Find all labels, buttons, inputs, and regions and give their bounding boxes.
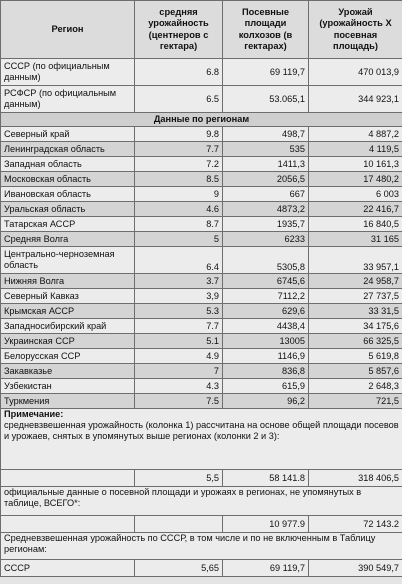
harvest-value: 22 416,7	[309, 202, 402, 217]
region-name: Крымская АССР	[1, 304, 135, 319]
band-title: Данные по регионам	[1, 113, 402, 127]
harvest-value: 24 958,7	[309, 274, 402, 289]
region-name: Северный Кавказ	[1, 289, 135, 304]
table-row	[1, 157, 402, 172]
harvest-value: 470 013,9	[309, 59, 402, 86]
yield-value: 9	[135, 187, 223, 202]
yield-value: 5.1	[135, 334, 223, 349]
area-value: 6745,6	[223, 274, 309, 289]
region-name: Северный край	[1, 127, 135, 142]
region-name: Московская область	[1, 172, 135, 187]
yield-value: 5.3	[135, 304, 223, 319]
yield-value: 7.7	[135, 319, 223, 334]
region-name: Ленинградская область	[1, 142, 135, 157]
region-name: Татарская АССР	[1, 217, 135, 232]
region-name: Нижняя Волга	[1, 274, 135, 289]
table-row-rsfsr	[1, 86, 402, 113]
table-row	[1, 202, 402, 217]
table-row	[1, 394, 402, 409]
table-row-ussr	[1, 59, 402, 86]
note-text-2: официальные данные о посевной площади и урожаях в регионах, не упомянутых в таблице, ВСЕГО*:	[1, 487, 402, 516]
header-harvest: Урожай (урожайность X посевная площадь)	[309, 1, 402, 59]
area-value: 615,9	[223, 379, 309, 394]
yield-value: 7.5	[135, 394, 223, 409]
yield-value: 9.8	[135, 127, 223, 142]
area-value: 96,2	[223, 394, 309, 409]
note-row-1	[1, 409, 402, 470]
yield-value: 6.8	[135, 59, 223, 86]
table-row	[1, 304, 402, 319]
yield-value: 5	[135, 232, 223, 247]
harvest-value: 33 31,5	[309, 304, 402, 319]
region-name: Туркмения	[1, 394, 135, 409]
yield-value: 3,9	[135, 289, 223, 304]
harvest-value: 4 119,5	[309, 142, 402, 157]
region-name: Средняя Волга	[1, 232, 135, 247]
sum-row-2-empty-b	[135, 516, 223, 533]
yield-value: 4.9	[135, 349, 223, 364]
yield-value: 4.3	[135, 379, 223, 394]
harvest-value: 33 957,1	[309, 247, 402, 274]
harvest-value: 5 857,6	[309, 364, 402, 379]
area-value: 836,8	[223, 364, 309, 379]
area-value: 1146,9	[223, 349, 309, 364]
region-name: Украинская ССР	[1, 334, 135, 349]
harvest-value: 17 480,2	[309, 172, 402, 187]
note-text-3: Средневзвешенная урожайность по СССР, в том числе и по не включенным в Таблицу регионам:	[1, 533, 402, 560]
sum-row-2	[1, 516, 402, 533]
harvest-value: 66 325,5	[309, 334, 402, 349]
table-row	[1, 247, 402, 274]
sum1-harvest: 318 406,5	[309, 470, 402, 487]
area-value: 53.065,1	[223, 86, 309, 113]
table-row	[1, 127, 402, 142]
area-value: 4873,2	[223, 202, 309, 217]
note-cell-1	[1, 409, 402, 470]
area-value: 7112,2	[223, 289, 309, 304]
yield-value: 8.5	[135, 172, 223, 187]
yield-value: 6.5	[135, 86, 223, 113]
note-text-1: средневзвешенная урожайность (колонка 1) рассчитана на основе общей площади посевов и урожаев, снятых в упомянутых выше регионах (колонки 2 и 3):	[4, 420, 399, 441]
table-row	[1, 232, 402, 247]
final-harvest: 390 549,7	[309, 560, 402, 577]
area-value: 2056,5	[223, 172, 309, 187]
region-name: Ивановская область	[1, 187, 135, 202]
table-row	[1, 172, 402, 187]
area-value: 6233	[223, 232, 309, 247]
area-value: 535	[223, 142, 309, 157]
harvest-value: 721,5	[309, 394, 402, 409]
area-value: 5305,8	[223, 247, 309, 274]
table-row	[1, 334, 402, 349]
yield-value: 4.6	[135, 202, 223, 217]
sum-row-1	[1, 470, 402, 487]
table-row	[1, 364, 402, 379]
band-row	[1, 113, 402, 127]
yield-value: 7.2	[135, 157, 223, 172]
final-yield: 5,65	[135, 560, 223, 577]
header-region: Регион	[1, 1, 135, 59]
sum2-area: 10 977.9	[223, 516, 309, 533]
harvest-value: 6 003	[309, 187, 402, 202]
harvest-value: 2 648,3	[309, 379, 402, 394]
table-row	[1, 142, 402, 157]
yield-value: 3.7	[135, 274, 223, 289]
harvest-value: 16 840,5	[309, 217, 402, 232]
yield-value: 7	[135, 364, 223, 379]
area-value: 498,7	[223, 127, 309, 142]
sum-row-2-empty-a	[1, 516, 135, 533]
sum1-yield: 5,5	[135, 470, 223, 487]
note-title: Примечание:	[4, 409, 64, 419]
region-name: Центрально-черноземная область	[1, 247, 135, 274]
yield-value: 7.7	[135, 142, 223, 157]
yield-value: 6.4	[135, 247, 223, 274]
note-row-3	[1, 533, 402, 560]
table-row	[1, 187, 402, 202]
region-name: Закавказье	[1, 364, 135, 379]
area-value: 1411,3	[223, 157, 309, 172]
region-name: РСФСР (по официальным данным)	[1, 86, 135, 113]
region-name: Уральская область	[1, 202, 135, 217]
region-name: СССР (по официальным данным)	[1, 59, 135, 86]
yield-value: 8.7	[135, 217, 223, 232]
note-row-2	[1, 487, 402, 516]
table-row	[1, 319, 402, 334]
region-name: Узбекистан	[1, 379, 135, 394]
area-value: 1935,7	[223, 217, 309, 232]
final-name: СССР	[1, 560, 135, 577]
sum1-area: 58 141.8	[223, 470, 309, 487]
harvest-value: 31 165	[309, 232, 402, 247]
area-value: 69 119,7	[223, 59, 309, 86]
area-value: 667	[223, 187, 309, 202]
header-yield: средняя урожайность (центнеров с гектара)	[135, 1, 223, 59]
area-value: 629,6	[223, 304, 309, 319]
header-area: Посевные площади колхозов (в гектарах)	[223, 1, 309, 59]
harvest-value: 5 619,8	[309, 349, 402, 364]
area-value: 4438,4	[223, 319, 309, 334]
final-row	[1, 560, 402, 577]
harvest-value: 10 161,3	[309, 157, 402, 172]
harvest-value: 27 737,5	[309, 289, 402, 304]
final-area: 69 119,7	[223, 560, 309, 577]
harvest-value: 34 175,6	[309, 319, 402, 334]
table-row	[1, 379, 402, 394]
header-row	[1, 1, 402, 59]
harvest-value: 4 887,2	[309, 127, 402, 142]
table-row	[1, 349, 402, 364]
region-name: Западносибирский край	[1, 319, 135, 334]
area-value: 13005	[223, 334, 309, 349]
table-row	[1, 289, 402, 304]
table-row	[1, 274, 402, 289]
sum-row-1-empty	[1, 470, 135, 487]
region-name: Белорусская ССР	[1, 349, 135, 364]
region-name: Западная область	[1, 157, 135, 172]
table-row	[1, 217, 402, 232]
sum2-harvest: 72 143.2	[309, 516, 402, 533]
harvest-value: 344 923,1	[309, 86, 402, 113]
